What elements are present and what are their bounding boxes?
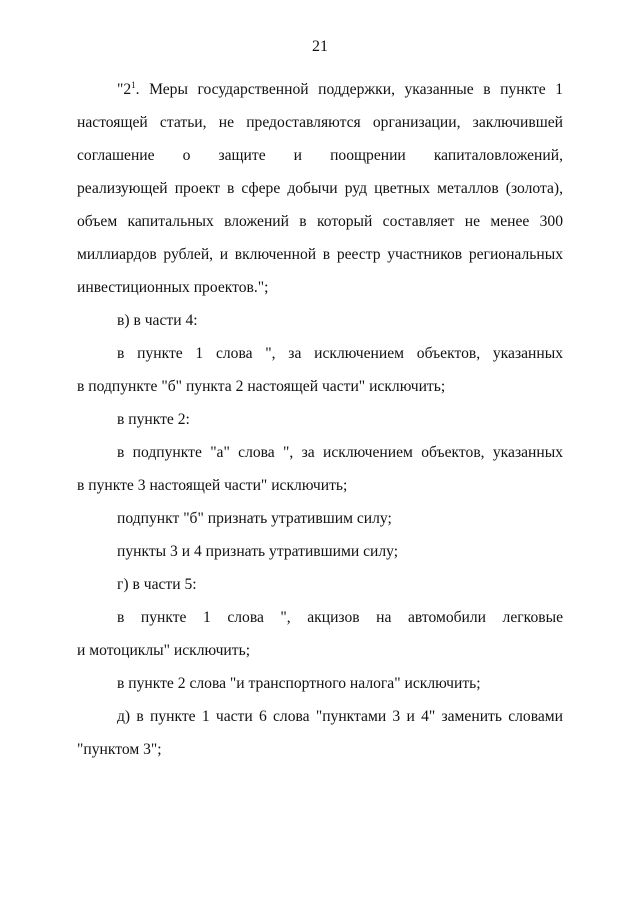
text-line: и мотоциклы" исключить; [77, 642, 251, 659]
text-line: "$2^1$. Меры государственной поддержки, указанные в пункте 1 [117, 80, 563, 98]
page-number: 21 [312, 38, 328, 55]
text-line: в) в части 4: [117, 312, 198, 329]
text-line: в пункте 3 настоящей части" исключить; [77, 477, 348, 494]
text-line: "пунктом 3"; [77, 741, 162, 758]
paragraph [77, 568, 563, 601]
text-line: настоящей статьи, не предоставляются организации, заключившей [77, 114, 563, 131]
paragraph [77, 667, 563, 700]
text-line: подпункт "б" признать утратившим силу; [117, 510, 392, 527]
text-line: объем капитальных вложений в который составляет не менее 300 [77, 213, 563, 230]
text-line: в подпункте "а" слова ", за исключением объектов, указанных [117, 444, 563, 461]
text-line: миллиардов рублей, и включенной в реестр участников региональных [77, 246, 563, 263]
paragraph [77, 403, 563, 436]
paragraph [77, 436, 563, 502]
paragraph [77, 304, 563, 337]
text-line: д) в пункте 1 части 6 слова "пунктами 3 и 4" заменить словами [117, 708, 563, 725]
paragraph [77, 73, 563, 304]
text-line: в подпункте "б" пункта 2 настоящей части" исключить; [77, 378, 446, 395]
paragraph [77, 337, 563, 403]
paragraph [77, 535, 563, 568]
paragraph [77, 601, 563, 667]
text-line: инвестиционных проектов."; [77, 279, 269, 296]
text-line: г) в части 5: [117, 576, 197, 593]
text-line: реализующей проект в сфере добычи руд цветных металлов (золота), [77, 180, 563, 197]
text-line: в пункте 1 слова ", акцизов на автомобили легковые [117, 609, 563, 626]
text-line: в пункте 2 слова "и транспортного налога" исключить; [117, 675, 481, 692]
paragraph [77, 502, 563, 535]
paragraph [77, 700, 563, 766]
text-line: соглашение о защите и поощрении капиталовложений, [77, 147, 563, 164]
text-line: в пункте 1 слова ", за исключением объектов, указанных [117, 345, 563, 362]
text-line: в пункте 2: [117, 411, 190, 428]
text-line: пункты 3 и 4 признать утратившими силу; [117, 543, 399, 560]
superscript: 1 [131, 80, 136, 90]
document-body [77, 73, 563, 766]
